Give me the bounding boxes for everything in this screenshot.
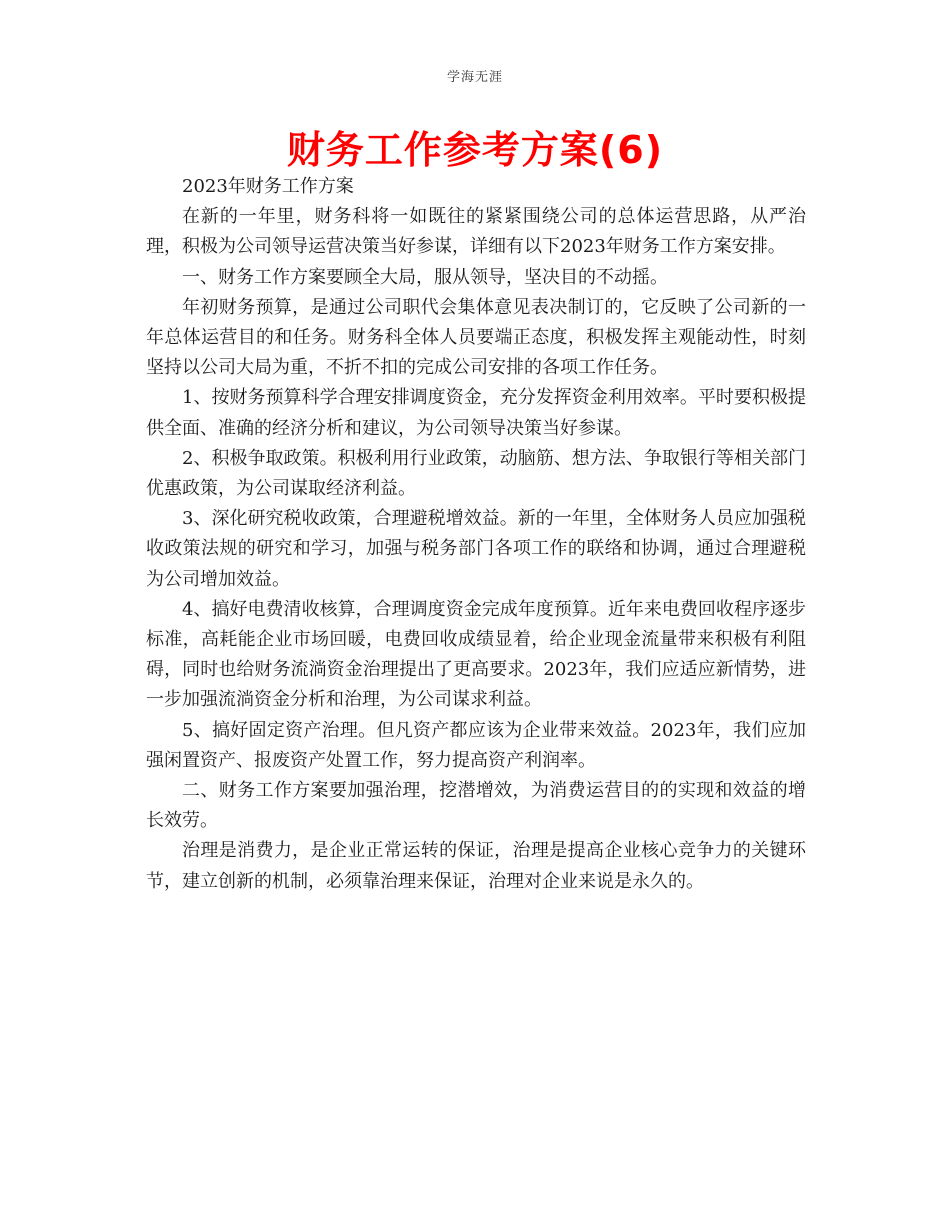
list-item-4: 4、搞好电费清收核算，合理调度资金完成年度预算。近年来电费回收程序逐步标准，高耗能企业市场回暖，电费回收成绩显着，给企业现金流量带来积极有利阻碍，同时也给财务流淌资金治理提出了更高要求。2023年，我们应适应新情势，进一步加强流淌资金分析和治理，为公司谋求利益。 <box>146 598 806 711</box>
document-body <box>146 172 806 897</box>
list-item-5: 5、搞好固定资产治理。但凡资产都应该为企业带来效益。2023年，我们应加强闲置资产、报废资产处置工作，努力提高资产利润率。 <box>146 719 806 771</box>
document-title: 财务工作参考方案(6) <box>286 128 664 172</box>
list-item-1: 1、按财务预算科学合理安排调度资金，充分发挥资金利用效率。平时要积极提供全面、准确的经济分析和建议，为公司领导决策当好参谋。 <box>146 387 806 439</box>
paragraph-intro: 在新的一年里，财务科将一如既往的紧紧围绕公司的总体运营思路，从严治理，积极为公司领导运营决策当好参谋，详细有以下2023年财务工作方案安排。 <box>146 206 806 258</box>
list-item-2: 2、积极争取政策。积极利用行业政策，动脑筋、想方法、争取银行等相关部门优惠政策，为公司谋取经济利益。 <box>146 447 806 500</box>
document-subtitle: 2023年财务工作方案 <box>182 176 354 197</box>
header-note: 学海无涯 <box>446 70 503 85</box>
section-heading-1: 一、财务工作方案要顾全大局，服从领导，坚决目的不动摇。 <box>182 266 668 288</box>
section-heading-2: 二、财务工作方案要加强治理，挖潜增效，为消费运营目的的实现和效益的增长效劳。 <box>146 780 806 832</box>
list-item-3: 3、深化研究税收政策，合理避税增效益。新的一年里，全体财务人员应加强税收政策法规的研究和学习，加强与税务部门各项工作的联络和协调，通过合理避税为公司增加效益。 <box>146 508 806 590</box>
paragraph-budget: 年初财务预算，是通过公司职代会集体意见表决制订的，它反映了公司新的一年总体运营目的和任务。财务科全体人员要端正态度，积极发挥主观能动性，时刻坚持以公司大局为重，不折不扣的完成公司安排的各项工作任务。 <box>146 296 806 379</box>
paragraph-management: 治理是消费力，是企业正常运转的保证，治理是提高企业核心竞争力的关键环节，建立创新的机制，必须靠治理来保证，治理对企业来说是永久的。 <box>146 840 806 892</box>
